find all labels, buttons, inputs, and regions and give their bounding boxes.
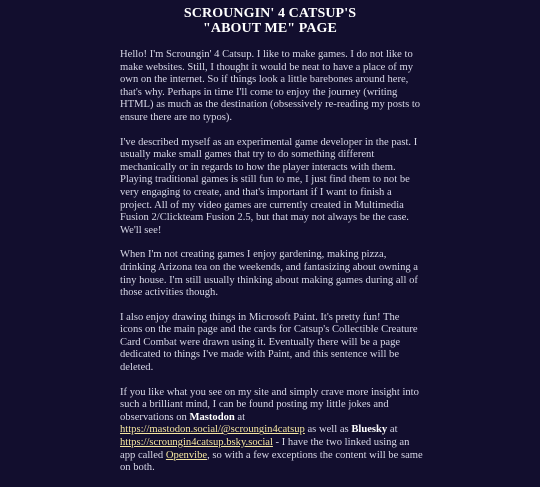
social-paragraph [120, 387, 423, 475]
social-after-bluesky-text: - I have the two linked using an app called [120, 437, 410, 461]
hobbies-paragraph: When I'm not creating games I enjoy gardening, making pizza, drinking Arizona tea on the weekends, and fantasizing about owning a tiny house. I'm still usually thinking about making games during all of those activities though. [120, 249, 419, 299]
about-content [120, 49, 423, 487]
bluesky-link[interactable]: https://scroungin4catsup.bsky.social [120, 437, 273, 449]
social-mid-text: as well as [304, 424, 352, 436]
game-dev-paragraph: I've described myself as an experimental game developer in the past. I usually make small games that try to do something different mechanically or in regards to how the player interacts with them. Playing traditional games is still fun to me, I just find them to not be very engaging to create, and that's important if I want to finish a project. All of my video games are currently created in Multimedia Fusion 2/Clickteam Fusion 2.5, but that may not always be the case. We'll see! [120, 136, 418, 236]
social-intro-text: If you like what you see on my site and simply crave more insight into such a brilliant mind, I can be found posting my little jokes and observations on [120, 386, 419, 423]
social-at-text-1: at [234, 411, 246, 423]
mastodon-link[interactable]: https://mastodon.social/@scroungin4catsup [120, 424, 305, 436]
intro-paragraph: Hello! I'm Scroungin' 4 Catsup. I like to make games. I do not like to make websites. Still, I thought it would be neat to have a place of my own on the internet. So if things look a little barebones around here, that's why. Perhaps in time I'll come to enjoy the journey (writing HTML) as much as the destination (obsessively re-reading my posts to ensure there are no typos). [120, 49, 421, 123]
mastodon-label: Mastodon [189, 411, 235, 423]
social-at-text-2: at [387, 424, 398, 436]
paint-paragraph: I also enjoy drawing things in Microsoft Paint. It's pretty fun! The icons on the main page and the cards for Catsup's Collectible Creature Card Combat were drawn using it. Eventually there will be a page dedicated to things I've made with Paint, and this sentence will be deleted. [120, 311, 418, 374]
openvibe-link[interactable]: Openvibe [165, 449, 208, 461]
bluesky-label: Bluesky [351, 424, 388, 436]
page-title-line-2: "ABOUT ME" PAGE [203, 21, 337, 36]
page-title [0, 6, 540, 36]
page-title-line-1: SCROUNGIN' 4 CATSUP'S [183, 6, 357, 21]
social-outro-text: , so with a few exceptions the content will be same on both. [120, 449, 423, 474]
about-page [0, 6, 540, 474]
